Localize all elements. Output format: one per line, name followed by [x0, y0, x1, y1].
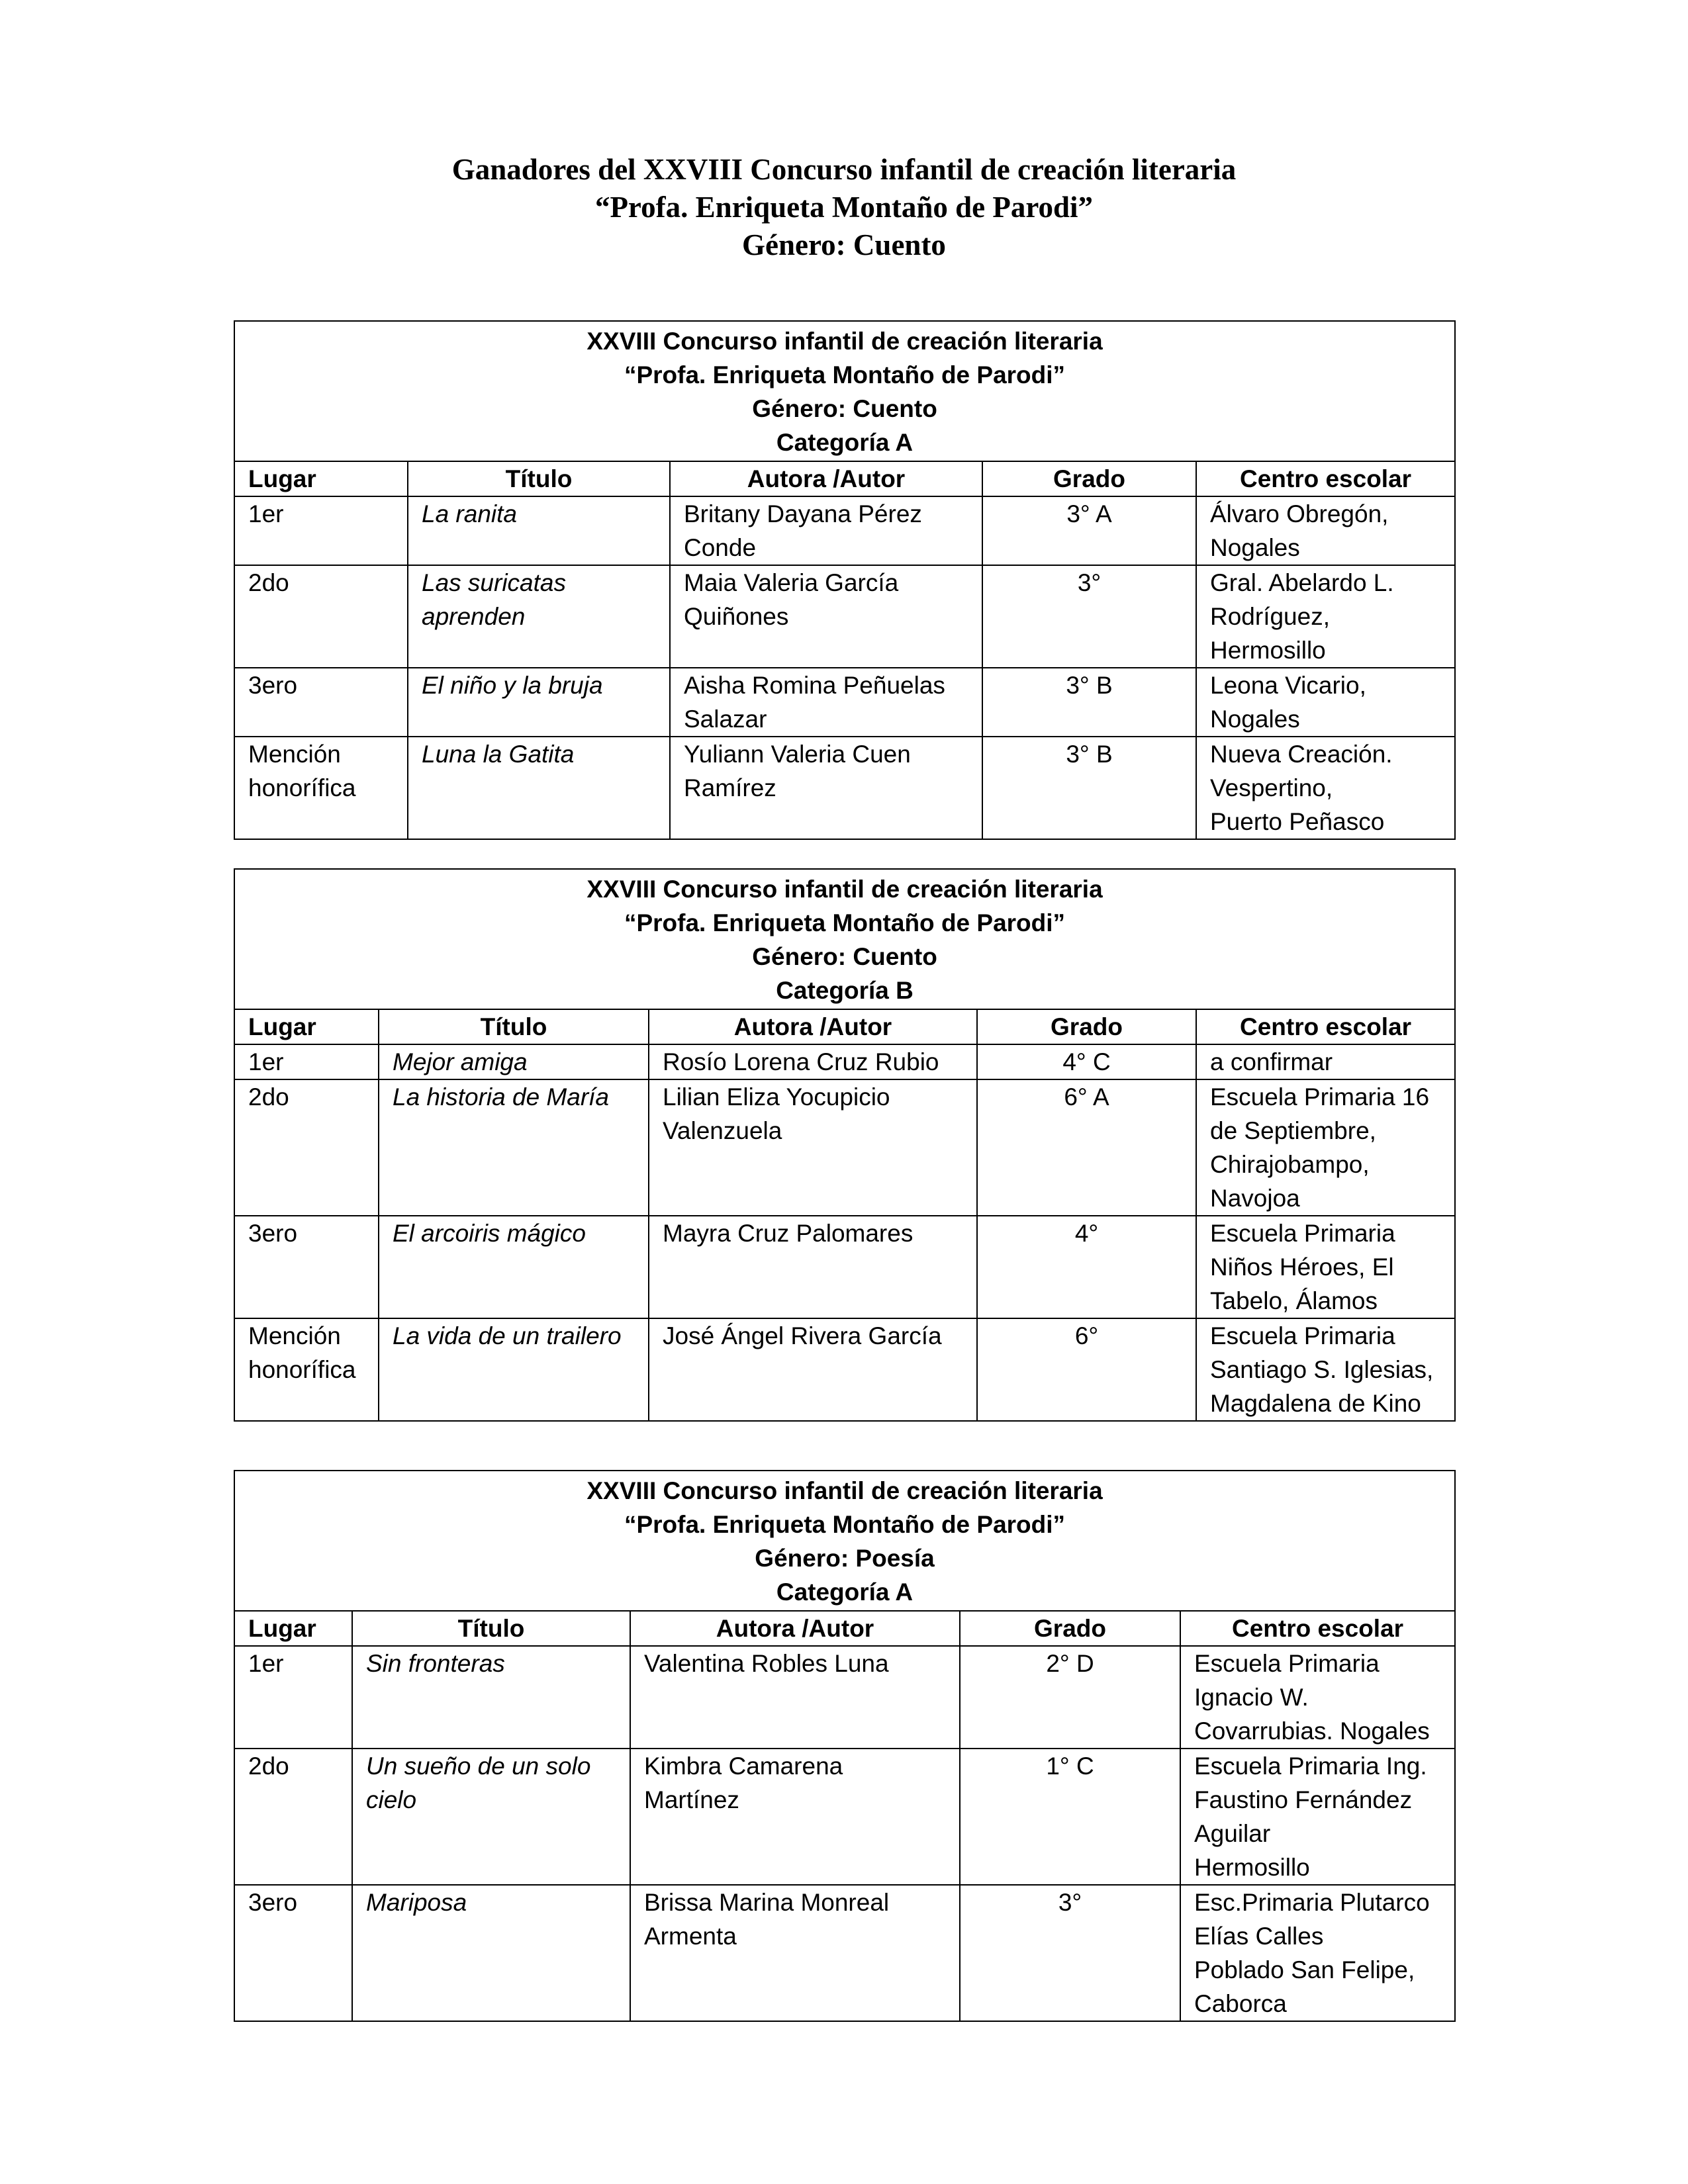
- cell-text-line: Aisha Romina Peñuelas: [684, 672, 945, 699]
- cell-text-line: Martínez: [644, 1786, 739, 1813]
- cell-text-line: Las suricatas: [422, 569, 566, 596]
- document-title: [0, 151, 1688, 264]
- cell-text-line: Mejor amiga: [393, 1048, 528, 1075]
- cell-text-line: Magdalena de Kino: [1210, 1390, 1421, 1417]
- table-row: [234, 496, 1455, 565]
- table-cell: [408, 496, 670, 565]
- table-cell: 3° B: [982, 668, 1196, 737]
- table-cell: [408, 737, 670, 839]
- table-cell: [234, 565, 408, 668]
- table-heading-line: Categoría A: [776, 1578, 914, 1606]
- table-cell: [1180, 1885, 1455, 2021]
- table-cell: [1196, 565, 1455, 668]
- table-cell: [670, 668, 982, 737]
- cell-text-line: 3ero: [248, 672, 298, 699]
- table-cell: [352, 1749, 630, 1885]
- table-cell: [234, 1079, 379, 1216]
- table-cell: [352, 1885, 630, 2021]
- col-grado: Grado: [960, 1611, 1180, 1646]
- table-row: [234, 668, 1455, 737]
- cell-text-line: 1er: [248, 500, 284, 527]
- table-heading-line: Género: Poesía: [755, 1545, 935, 1572]
- table-heading-line: XXVIII Concurso infantil de creación literaria: [586, 1477, 1103, 1504]
- col-titulo: Título: [379, 1009, 649, 1044]
- cell-text-line: Hermosillo: [1210, 637, 1326, 664]
- cell-text-line: Nogales: [1210, 705, 1300, 733]
- col-autor: Autora /Autor: [670, 461, 982, 496]
- cell-text-line: Esc.Primaria Plutarco: [1194, 1889, 1430, 1916]
- table-cell: 4° C: [977, 1044, 1196, 1079]
- cell-text-line: Brissa Marina Monreal: [644, 1889, 890, 1916]
- cell-text-line: Kimbra Camarena: [644, 1752, 843, 1780]
- table-cell: [1196, 737, 1455, 839]
- table-cell: [670, 496, 982, 565]
- col-lugar: Lugar: [234, 1611, 352, 1646]
- col-titulo: Título: [408, 461, 670, 496]
- table-cell: 6° A: [977, 1079, 1196, 1216]
- cell-text-line: Mención: [248, 741, 341, 768]
- table-cell: 2° D: [960, 1646, 1180, 1749]
- table-cell: [234, 496, 408, 565]
- cell-text-line: 3ero: [248, 1220, 298, 1247]
- cell-text-line: Sin fronteras: [366, 1650, 505, 1677]
- cell-text-line: Ignacio W.: [1194, 1684, 1309, 1711]
- table-row: [234, 1079, 1455, 1216]
- cell-text-line: José Ángel Rivera García: [663, 1322, 942, 1349]
- table-cell: [234, 1749, 352, 1885]
- col-centro: Centro escolar: [1180, 1611, 1455, 1646]
- cell-text-line: La historia de María: [393, 1083, 610, 1111]
- title-line-2: “Profa. Enriqueta Montaño de Parodi”: [594, 191, 1094, 224]
- results-table-poesia-a: [234, 1470, 1456, 2022]
- table-cell: [234, 668, 408, 737]
- cell-text-line: Rosío Lorena Cruz Rubio: [663, 1048, 939, 1075]
- cell-text-line: 1er: [248, 1048, 284, 1075]
- cell-text-line: Lilian Eliza Yocupicio: [663, 1083, 890, 1111]
- cell-text-line: Santiago S. Iglesias,: [1210, 1356, 1434, 1383]
- cell-text-line: Poblado San Felipe,: [1194, 1956, 1415, 1983]
- table-heading-line: Categoría B: [776, 977, 914, 1004]
- cell-text-line: Armenta: [644, 1923, 737, 1950]
- cell-text-line: Gral. Abelardo L.: [1210, 569, 1394, 596]
- table-heading-line: Género: Cuento: [752, 395, 937, 422]
- table-cell: [379, 1044, 649, 1079]
- col-grado: Grado: [982, 461, 1196, 496]
- table-row: [234, 1749, 1455, 1885]
- col-centro: Centro escolar: [1196, 1009, 1455, 1044]
- cell-text-line: Leona Vicario,: [1210, 672, 1366, 699]
- cell-text-line: Escuela Primaria: [1210, 1322, 1395, 1349]
- cell-text-line: Yuliann Valeria Cuen: [684, 741, 911, 768]
- table-cell: [649, 1044, 977, 1079]
- cell-text-line: 2do: [248, 1752, 289, 1780]
- table-cell: [649, 1079, 977, 1216]
- table-cell: 3°: [982, 565, 1196, 668]
- cell-text-line: Mención: [248, 1322, 341, 1349]
- col-autor: Autora /Autor: [630, 1611, 960, 1646]
- table-cell: [408, 565, 670, 668]
- cell-text-line: Escuela Primaria: [1210, 1220, 1395, 1247]
- cell-text-line: Rodríguez,: [1210, 603, 1330, 630]
- cell-text-line: aprenden: [422, 603, 526, 630]
- table-row: [234, 1885, 1455, 2021]
- column-header-row: [234, 461, 1455, 496]
- table-heading-line: “Profa. Enriqueta Montaño de Parodi”: [624, 909, 1066, 936]
- table-cell: [1196, 668, 1455, 737]
- cell-text-line: a confirmar: [1210, 1048, 1333, 1075]
- table-row: [234, 737, 1455, 839]
- cell-text-line: Álvaro Obregón,: [1210, 500, 1389, 527]
- column-header-row: [234, 1611, 1455, 1646]
- table-cell: [234, 737, 408, 839]
- table-row: [234, 1044, 1455, 1079]
- cell-text-line: 2do: [248, 1083, 289, 1111]
- cell-text-line: Britany Dayana Pérez: [684, 500, 922, 527]
- title-line-3: Género: Cuento: [742, 228, 946, 261]
- table-cell: [379, 1318, 649, 1421]
- table-cell: [352, 1646, 630, 1749]
- table-cell: [630, 1885, 960, 2021]
- cell-text-line: Conde: [684, 534, 757, 561]
- cell-text-line: Mayra Cruz Palomares: [663, 1220, 914, 1247]
- col-lugar: Lugar: [234, 461, 408, 496]
- cell-text-line: Ramírez: [684, 774, 776, 801]
- table-cell: [234, 1646, 352, 1749]
- results-table-cuento-b: [234, 868, 1456, 1422]
- table-cell: [1180, 1646, 1455, 1749]
- cell-text-line: 1er: [248, 1650, 284, 1677]
- table-cell: 1° C: [960, 1749, 1180, 1885]
- table-heading: [234, 321, 1455, 461]
- col-titulo: Título: [352, 1611, 630, 1646]
- cell-text-line: Quiñones: [684, 603, 789, 630]
- table-cell: [379, 1216, 649, 1318]
- col-autor: Autora /Autor: [649, 1009, 977, 1044]
- cell-text-line: Puerto Peñasco: [1210, 808, 1385, 835]
- column-header-row: [234, 1009, 1455, 1044]
- table-cell: [379, 1079, 649, 1216]
- table-cell: [234, 1044, 379, 1079]
- table-cell: [408, 668, 670, 737]
- table-heading-line: XXVIII Concurso infantil de creación literaria: [586, 328, 1103, 355]
- table-heading-line: Categoría A: [776, 429, 914, 456]
- cell-text-line: Maia Valeria García: [684, 569, 899, 596]
- table-cell: [1196, 496, 1455, 565]
- table-heading-line: XXVIII Concurso infantil de creación literaria: [586, 876, 1103, 903]
- cell-text-line: Chirajobampo,: [1210, 1151, 1370, 1178]
- cell-text-line: Nueva Creación.: [1210, 741, 1393, 768]
- table-cell: 3° A: [982, 496, 1196, 565]
- cell-text-line: El niño y la bruja: [422, 672, 603, 699]
- cell-text-line: Hermosillo: [1194, 1854, 1310, 1881]
- cell-text-line: Luna la Gatita: [422, 741, 575, 768]
- table-cell: [649, 1216, 977, 1318]
- cell-text-line: Aguilar: [1194, 1820, 1271, 1847]
- table-cell: [1196, 1318, 1455, 1421]
- table-row: [234, 565, 1455, 668]
- table-cell: [234, 1885, 352, 2021]
- cell-text-line: Escuela Primaria Ing.: [1194, 1752, 1427, 1780]
- table-cell: [234, 1216, 379, 1318]
- col-lugar: Lugar: [234, 1009, 379, 1044]
- cell-text-line: La vida de un trailero: [393, 1322, 622, 1349]
- table-heading: [234, 869, 1455, 1009]
- cell-text-line: honorífica: [248, 1356, 356, 1383]
- cell-text-line: 3ero: [248, 1889, 298, 1916]
- cell-text-line: Valenzuela: [663, 1117, 782, 1144]
- cell-text-line: Tabelo, Álamos: [1210, 1287, 1378, 1314]
- cell-text-line: Covarrubias. Nogales: [1194, 1717, 1430, 1745]
- table-heading-line: Género: Cuento: [752, 943, 937, 970]
- cell-text-line: Elías Calles: [1194, 1923, 1324, 1950]
- table-row: [234, 1318, 1455, 1421]
- cell-text-line: Escuela Primaria 16: [1210, 1083, 1430, 1111]
- cell-text-line: Salazar: [684, 705, 767, 733]
- table-cell: 3° B: [982, 737, 1196, 839]
- table-cell: [1180, 1749, 1455, 1885]
- results-table-cuento-a: [234, 320, 1456, 840]
- table-cell: [670, 565, 982, 668]
- table-cell: 6°: [977, 1318, 1196, 1421]
- col-grado: Grado: [977, 1009, 1196, 1044]
- table-heading-line: “Profa. Enriqueta Montaño de Parodi”: [624, 1511, 1066, 1538]
- cell-text-line: cielo: [366, 1786, 417, 1813]
- table-cell: [234, 1318, 379, 1421]
- cell-text-line: Valentina Robles Luna: [644, 1650, 889, 1677]
- table-cell: [670, 737, 982, 839]
- table-cell: [1196, 1216, 1455, 1318]
- table-cell: 3°: [960, 1885, 1180, 2021]
- cell-text-line: 2do: [248, 569, 289, 596]
- cell-text-line: honorífica: [248, 774, 356, 801]
- cell-text-line: Nogales: [1210, 534, 1300, 561]
- col-centro: Centro escolar: [1196, 461, 1455, 496]
- table-cell: [1196, 1044, 1455, 1079]
- title-line-1: Ganadores del XXVIII Concurso infantil de creación literaria: [451, 153, 1237, 186]
- cell-text-line: Navojoa: [1210, 1185, 1300, 1212]
- cell-text-line: Escuela Primaria: [1194, 1650, 1380, 1677]
- table-row: [234, 1646, 1455, 1749]
- cell-text-line: Caborca: [1194, 1990, 1287, 2017]
- table-row: [234, 1216, 1455, 1318]
- cell-text-line: La ranita: [422, 500, 517, 527]
- table-cell: 4°: [977, 1216, 1196, 1318]
- table-heading: [234, 1471, 1455, 1611]
- table-cell: [630, 1749, 960, 1885]
- table-cell: [630, 1646, 960, 1749]
- table-cell: [649, 1318, 977, 1421]
- cell-text-line: Mariposa: [366, 1889, 467, 1916]
- cell-text-line: de Septiembre,: [1210, 1117, 1376, 1144]
- cell-text-line: Faustino Fernández: [1194, 1786, 1413, 1813]
- table-heading-line: “Profa. Enriqueta Montaño de Parodi”: [624, 361, 1066, 388]
- cell-text-line: Vespertino,: [1210, 774, 1333, 801]
- cell-text-line: Niños Héroes, El: [1210, 1253, 1394, 1281]
- cell-text-line: El arcoiris mágico: [393, 1220, 586, 1247]
- cell-text-line: Un sueño de un solo: [366, 1752, 591, 1780]
- table-cell: [1196, 1079, 1455, 1216]
